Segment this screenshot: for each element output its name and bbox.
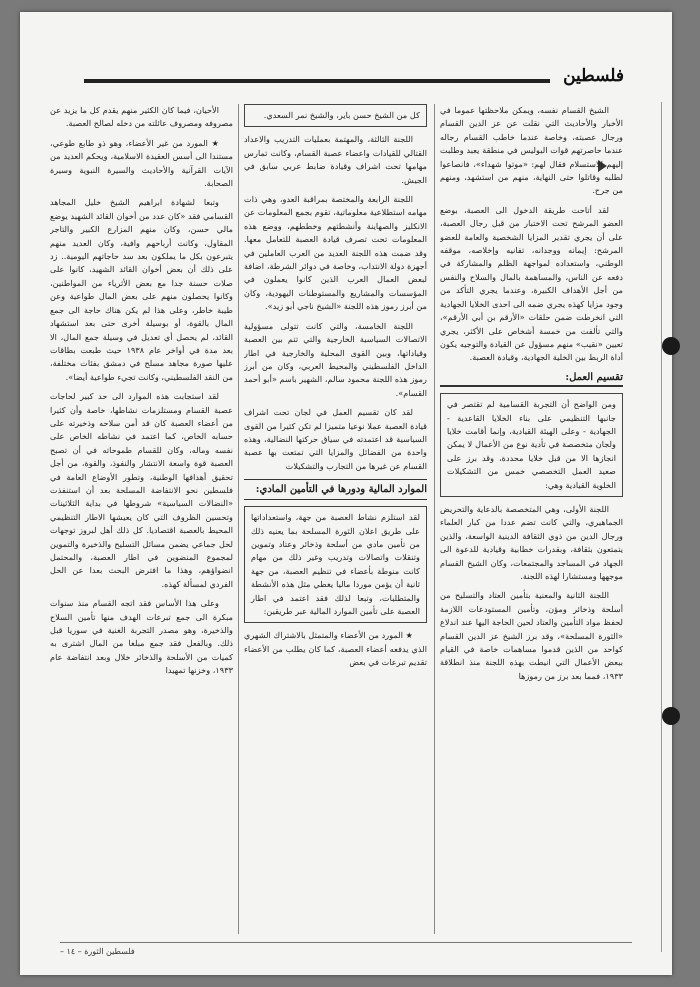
- paragraph: لقد استجابت هذه الموارد الى حد كبير لحاجات عصبة القسام ومستلزمات نشاطها، خاصة وأن كثيرا من أعضاء العصبة كان قد أمن سلاحه وذخيرته على حسابه الخاص، كما اعتمد في نشاطه الخاص على نفسه وماله، وكان للقسام طموحاته في أن تصبح العصبة قوة واسعة الانتشار والنفوذ، والقوة، من أجل تحقيق أهدافها الوطنية، وتطور الأوضاع العامة في فلسطين نحو الانتفاضة المسلحة بعد أن استنفذت «النضالات السياسية» شروطها في بداية الثلاثينات وتحسين الظروف التي كان يعيشها الاطار التنظيمي المحيط بالعصبة اقتصاديا. كل ذلك أهل لبروز توجهات لحل جماعي يضمن مسائل التسليح والذخيرة والتموين لمجموع المنضوين في اطار العصبة، والمحتمل انضواؤهم، وهذا ما افترض البحث بعدا عن الحل الفردي لمسألة كهذه.: [50, 391, 233, 589]
- article-column-middle: [244, 104, 427, 934]
- page-footer: [60, 942, 632, 965]
- paragraph: اللجنة الرابعة والمختصة بمراقبة العدو، وهي ذات مهامه استطلاعية معلوماتية، تقوم بجمع المعلومات عن الانكليز والصهاينة وأنشطتهم وخططهم، ووضع هذه المعلومات تحت تصرف قيادة العصبة للتعامل معها. وقد ضمت هذه اللجنة العديد من العرب العاملين في أجهزة دولة الانتداب، وخاصة في دوائر الشرطة، اضافة لبعض العمال العرب الذين كانوا يعملون في المؤسسات والمشاريع والمستوطنات اليهودية، وكان من أبرز رموز هذه اللجنة «الشيخ ناجي أبو زيد».: [244, 194, 427, 312]
- column-divider: [434, 104, 435, 934]
- margin-rule: [661, 102, 662, 952]
- paragraph: الشيخ القسام نفسه، ويمكن ملاحظتها عموما في الأخبار والأحاديث التي نقلت عن عز الدين القسام ورجال عصبته، وخاصة عندما خاطب القسام رجاله عندما حاصرتهم قوات البوليس في منطقة يعبد وطلبت إليهم الاستسلام فقال لهم: «موتوا شهداء»، فانصاعوا لطلبه وقاتلوا حتى النهاية، منهم من استشهد، ومنهم من جرح.: [440, 105, 623, 196]
- binder-hole-icon: [662, 337, 680, 355]
- section-title: فلسطين: [563, 66, 624, 86]
- boxed-paragraph: لقد استلزم نشاط العصبة من جهة، واستعداداتها على طريق اعلان الثورة المسلحة بما يعنيه ذلك من تأمين مادي من أسلحة وذخائر وعتاد وتموين وتنقلات واتصالات وتدريب وغير ذلك من مهام كانت منوطة بأعضاء في تنظيم العصبة، من جهة ثانية أن يؤمن موردا ماليا يغطي مثل هذه الأنشطة والمتطلبات، وتبعا لذلك فقد اعتمد في اطار العصبة على تأمين الموارد المالية عبر طريقين:: [244, 506, 427, 623]
- newspaper-page: [20, 12, 672, 975]
- article-column-right: [440, 104, 623, 934]
- paragraph: اللجنة الثانية والمعنية بتأمين العتاد والتسليح من أسلحة وذخائر ومؤن، وتأمين المستودعات اللازمة لحفظ مواد التأمين والعتاد لحين الحاجة اليها عند اندلاع «الثورة المسلحة»، وقد برز الشيخ عز الدين القسام كواحد من الذين قدموا مساهمات خاصة في القيام ببعض الأعمال التي انيطت بهذه اللجنة منذ انطلاقة ١٩٣٣، فمما بعد برز من رموزها: [440, 590, 623, 681]
- article-column-left: [50, 104, 233, 934]
- subheading-division-of-labor: تقسيم العمل:: [440, 371, 623, 387]
- paragraph: وتبعا لشهادة ابراهيم الشيخ خليل المجاهد القسامي فقد «كان عدد من أخوان القائد الشهيد يوضع مالي حسن، وكان منهم المزارع الكبير والتاجر المقاول، وكانت أرباحهم وافية، وكان العديد منهم يتبرعون بكل ما يملكون بعد سد حاجاتهم اليومية.. زد على ذلك أن بعض أخوان القائد الشهيد، كانوا على صلات حسنة جدا مع بعض الأثرياء من المواطنين، وكانوا يحصلون منهم على بعض المال طواعية وعن طيبة خاطر، وعلى هذا لم يكن هناك حاجة الى جمع المال بالقوة، أو بوسيلة أخرى حتى بعد استشهاد القائد، لم يحصل أي تعديل في وسيلة جمع المال، الا بعد مدة في أواخر عام ١٩٣٨ حيث طبعت بطاقات عليها صورة مجاهد مسلح في دمشق بفئات مختلفة، من النقد الفلسطيني، وكانت تجيء طواعية أيضا».: [50, 197, 233, 382]
- binder-hole-icon: [662, 707, 680, 725]
- paragraph: لقد أتاحت طريقة الدخول الى العصبة، بوضع العضو المرشح تحت الاختبار من قبل رجال العصبة، على أن يجري تقدير المزايا الشخصية والعامة للعضو المرشح: إيمانه ووجدانه، تفانيه وإخلاصه، موقفه الوطني، واستعداده لمواجهة الظلم والمشاركة في دفعه عن الناس، والمساهمة بالمال والسلاح والنفس من أجل الأهداف الكبيرة، وعندما يجري التأكد من وجود مزايا كهذه يجري ضمه الى احدى الخلايا الجهادية التي انخرطت ضمن حلقات «الأرقم بن أبي الأرقم»، والتي تألفت من خمسة أشخاص على الأكثر، يجري تعيين «نقيب» منهم مسؤول عن القيادة والتوجيه يكون أداة الربط بين الخلية الجهادية، وقيادة العصبة.: [440, 204, 623, 363]
- column-divider: [238, 104, 239, 934]
- boxed-paragraph: ومن الواضح أن التجربة القسامية لم تقتصر في جانبها التنظيمي على بناء الخلايا القاعدية - الجهادية - وعلى الهيئة القيادية، وإنما أقامت خلايا ولجان متخصصة في تأدية نوع من الأعمال لا يمكن انجازها الا من قبل خلايا محددة، وقد برز على صعيد العمل التخصصي خمس من التشكيلات الخلوية القيادية وهي:: [440, 393, 623, 497]
- paragraph: ★ المورد من الأعضاء والمتمثل بالاشتراك الشهري الذي يدفعه أعضاء العصبة، كما كان يطلب من الأعضاء تقديم تبرعات في بعض: [244, 630, 427, 668]
- paragraph: وعلى هذا الأساس فقد اتجه القسام منذ سنوات مبكرة الى جمع تبرعات الهدف منها تأمين السلاح والذخيرة، وهو مصدر التجربة الغنية في سوريا قبل ذلك. وبالفعل فقد جمع مبلغا من المال اشترى به كميات من الأسلحة والذخائر خلال وبعد انتفاضة عام ١٩٣٣، وخزنها تمهيدا: [50, 598, 233, 676]
- paragraph: اللجنة الخامسة، والتي كانت تتولى مسؤولية الاتصالات السياسية الخارجية والتي تتم بين العصبة وقياداتها، وبين القوى المحلية والخارجية في اطار الداخل الفلسطيني والمحيط العربي، وكان من أبرز رموز هذه اللجنة محمود سالم، الشهير باسم «أبو أحمد القسام».: [244, 320, 427, 398]
- footer-text: فلسطين الثورة – ١٤ –: [60, 947, 135, 956]
- paragraph: اللجنة الثالثة، والمهتمة بعمليات التدريب والاعداد القتالي للقيادات واعضاء عصبة القسام، وكانت تمارس مهامها تحت اشراف وقيادة ضابط عربي سابق في الجيش.: [244, 134, 427, 185]
- paragraph: ★ المورد من غير الأعضاء، وهو ذو طابع طوعي، مستندا الى أسس العقيدة الاسلامية، ويحكم العديد من الآيات القرآنية والأحاديث والسيرة النبوية وسيرة الصحابة.: [50, 137, 233, 189]
- subheading-financial-resources: الموارد المالية ودورها في التأمين المادي:: [244, 479, 427, 500]
- section-header: [84, 66, 624, 94]
- header-rule: [84, 79, 550, 83]
- paragraph: اللجنة الأولى، وهي المتخصصة بالدعاية والتحريض الجماهيري، والتي كانت تضم عددا من كبار العلماء ورجال الدين من ذوي الثقافة الدينية الواسعة، والذين يتمتعون بثقافة، وبقدرات خطابية وقيادية للدعوة الى الجهاد في المساجد والمجتمعات، وكان الشيخ القسام موجهها ومستشارا لهذه اللجنة.: [440, 503, 623, 581]
- paragraph: لقد كان تقسيم العمل في لجان تحت اشراف قيادة العصبة عملا نوعيا متميزا لم تكن كثيرا من القوى السياسية قد اعتمدته في سياق حركتها النضالية، وهذه واحدة من الفضائل والمزايا التي تمتعت بها عصبة القسام عن غيرها من التجارب والتشكيلات: [244, 407, 427, 471]
- paragraph: الأحيان، فيما كان الكثير منهم يقدم كل ما يزيد عن مصروفه ومصروف عائلته من دخله لصالح العصبة.: [50, 105, 233, 129]
- boxed-paragraph: كل من الشيخ حسن باير، والشيخ نمر السعدي.: [244, 104, 427, 127]
